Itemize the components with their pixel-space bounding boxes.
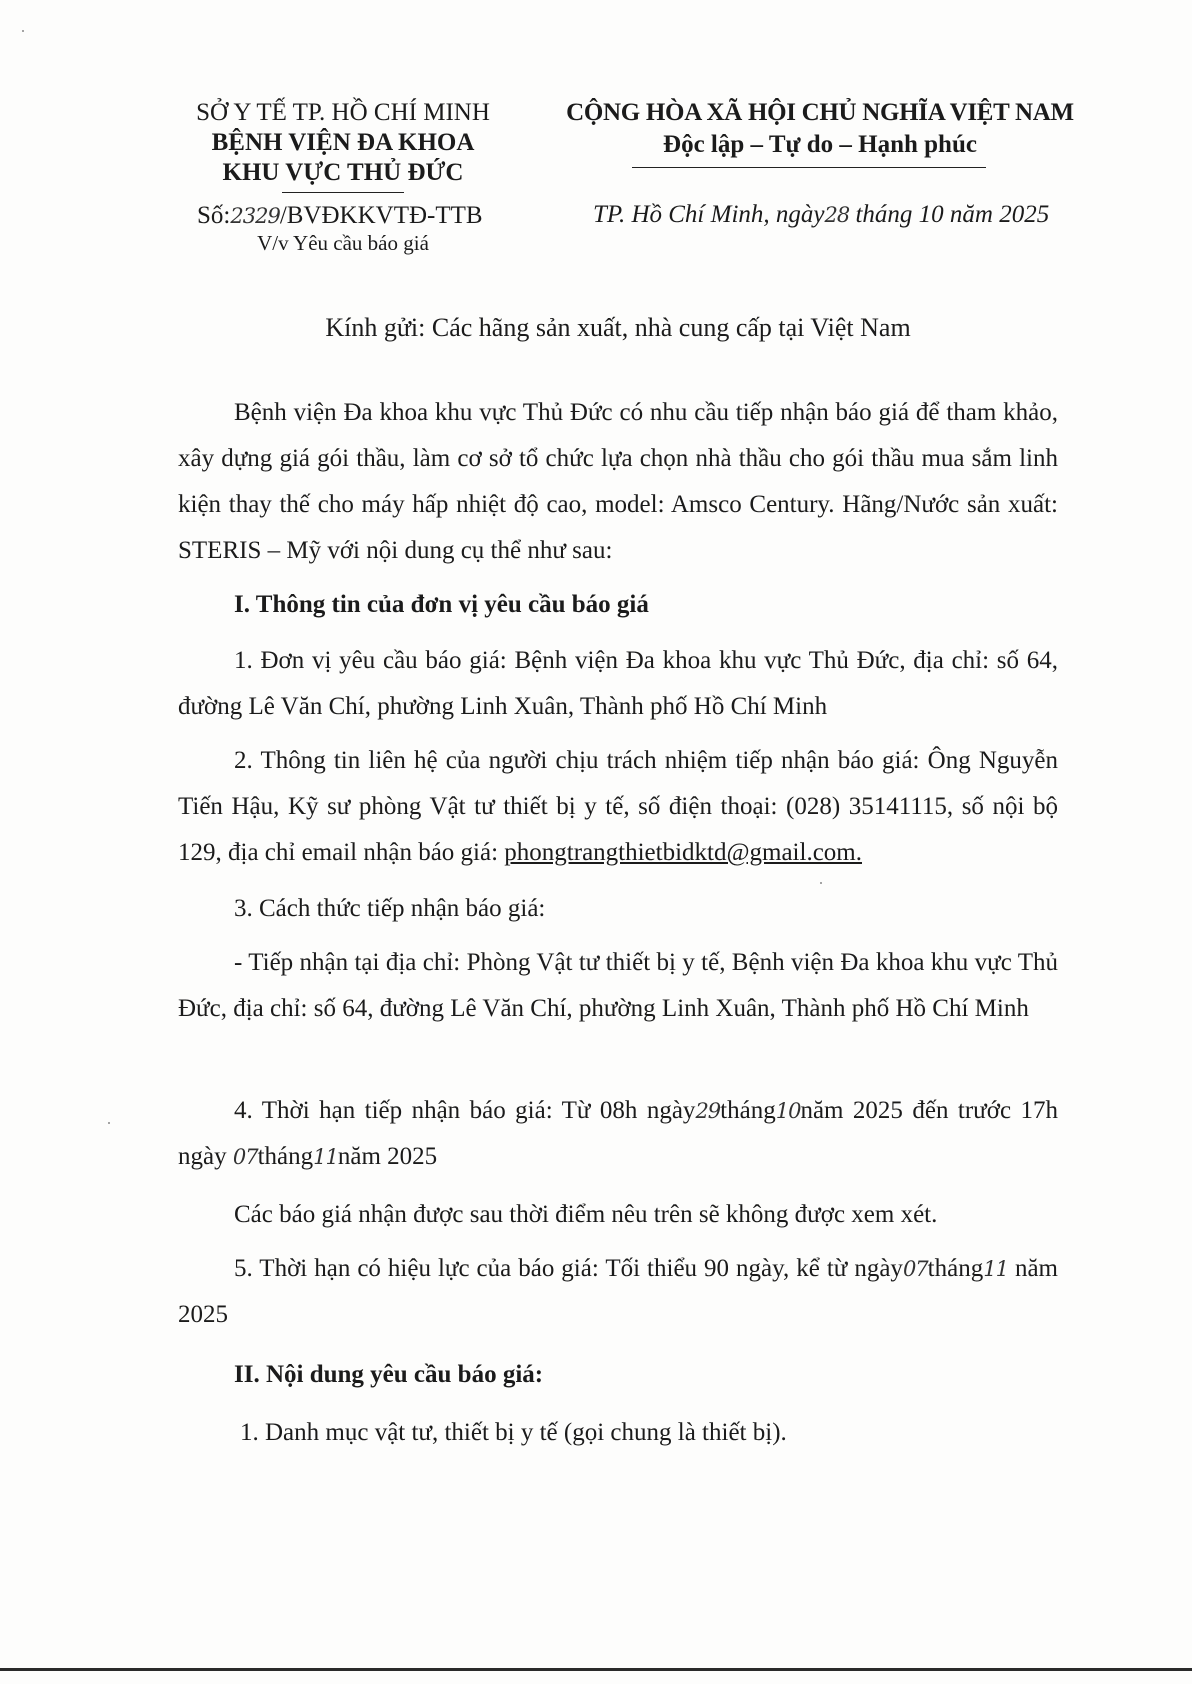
section-2-item-1: 1. Danh mục vật tư, thiết bị y tế (gọi chung là thiết bị). [240, 1419, 787, 1446]
section-1-item-1: 1. Đơn vị yêu cầu báo giá: Bệnh viện Đa khoa khu vực Thủ Đức, địa chỉ: số 64, đường Lê Văn Chí, phường Linh Xuân, Thành phố Hồ Chí Minh [178, 647, 1058, 720]
number-handwritten: 2329 [230, 204, 280, 228]
national-title: CỘNG HÒA XÃ HỘI CHỦ NGHĨA VIỆT NAM [566, 99, 1074, 126]
validity-text-2: tháng [927, 1255, 984, 1282]
issuer-department: SỞ Y TẾ TP. HỒ CHÍ MINH [196, 99, 490, 126]
deadline-text-2: tháng [720, 1097, 776, 1124]
validity-month: 11 [983, 1257, 1008, 1281]
deadline-text-5: năm 2025 [337, 1143, 438, 1170]
section-1-note: Các báo giá nhận được sau thời điểm nêu trên sẽ không được xem xét. [234, 1201, 938, 1228]
validity-day: 07 [902, 1257, 928, 1281]
validity-text-3: năm 2025 [178, 1255, 1058, 1328]
scan-speck [22, 30, 24, 32]
issuer-hospital: BỆNH VIỆN ĐA KHOA [211, 129, 475, 156]
deadline-text-1: 4. Thời hạn tiếp nhận báo giá: Từ 08h ngày [234, 1097, 696, 1124]
intro-paragraph: Bệnh viện Đa khoa khu vực Thủ Đức có nhu cầu tiếp nhận báo giá để tham khảo, xây dựng giá gói thầu, làm cơ sở tổ chức lựa chọn nhà thầu cho gói thầu mua sắm linh kiện thay thế cho máy hấp nhiệt độ cao, model: Amsco Century. Hãng/Nước sản xuất: STERIS – Mỹ với nội dung cụ thể như sau: [178, 399, 1058, 564]
section-1-item-2 [178, 738, 1058, 876]
deadline-text-3: năm 2025 đến trước 17h ngày [178, 1097, 1058, 1170]
deadline-text-4: tháng [257, 1143, 314, 1170]
deadline-end-month: 11 [313, 1145, 338, 1169]
number-prefix: Số: [197, 202, 231, 229]
scan-speck [108, 1122, 110, 1124]
document-subject: V/v Yêu cầu báo giá [257, 231, 429, 255]
date-suffix: tháng 10 năm 2025 [855, 201, 1050, 228]
validity-text-1: 5. Thời hạn có hiệu lực của báo giá: Tối thiểu 90 ngày, kể từ ngày [234, 1255, 903, 1282]
scan-bottom-edge [0, 1668, 1192, 1671]
contact-text: 2. Thông tin liên hệ của người chịu trách nhiệm tiếp nhận báo giá: Ông Nguyễn Tiến Hậu, Kỹ sư phòng Vật tư thiết bị y tế, số điện thoại: (028) 35141115, số nội bộ 129, địa chỉ email nhận báo giá: [178, 747, 1058, 866]
place-date [593, 200, 1049, 230]
contact-email-link[interactable]: phongtrangthietbidktd@gmail.com. [504, 839, 862, 866]
recipient-line: Kính gửi: Các hãng sản xuất, nhà cung cấp tại Việt Nam [325, 313, 911, 342]
date-prefix: TP. Hồ Chí Minh, ngày [593, 201, 825, 228]
deadline-end-day: 07 [232, 1145, 258, 1169]
document-number [197, 201, 483, 231]
number-suffix: /BVĐKKVTĐ-TTB [279, 202, 483, 229]
section-1-item-4 [178, 1088, 1058, 1180]
national-motto: Độc lập – Tự do – Hạnh phúc [663, 131, 977, 158]
issuer-region: KHU VỰC THỦ ĐỨC [222, 159, 464, 186]
section-1-heading: I. Thông tin của đơn vị yêu cầu báo giá [234, 591, 649, 618]
scan-speck [820, 882, 822, 884]
deadline-start-day: 29 [695, 1099, 721, 1123]
section-1-item-3: 3. Cách thức tiếp nhận báo giá: [234, 895, 546, 922]
section-2-heading: II. Nội dung yêu cầu báo giá: [234, 1361, 544, 1388]
date-day-handwritten: 28 [824, 203, 850, 227]
issuer-underline [282, 192, 404, 193]
motto-underline [632, 167, 986, 168]
section-1-item-3-detail: - Tiếp nhận tại địa chỉ: Phòng Vật tư thiết bị y tế, Bệnh viện Đa khoa khu vực Thủ Đức, địa chỉ: số 64, đường Lê Văn Chí, phường Linh Xuân, Thành phố Hồ Chí Minh [178, 949, 1058, 1022]
deadline-start-month: 10 [775, 1099, 801, 1123]
section-1-item-5 [178, 1246, 1058, 1338]
